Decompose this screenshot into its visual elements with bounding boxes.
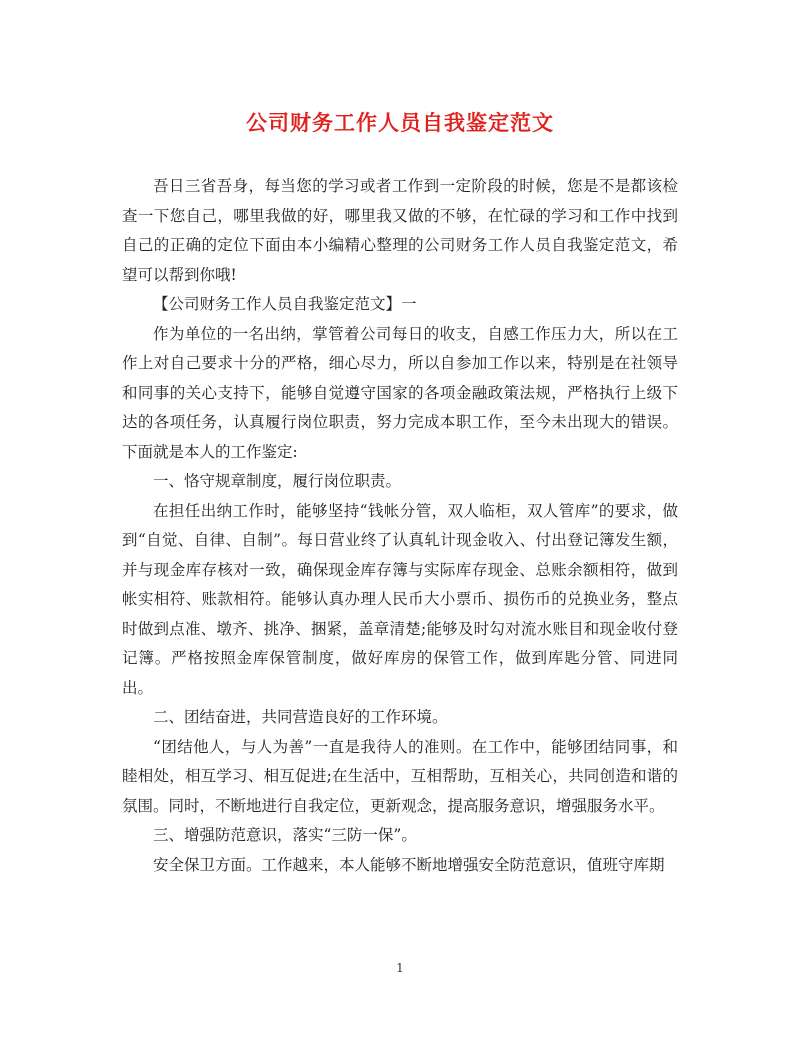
subheading-two: 二、团结奋进，共同营造良好的工作环境。 <box>153 708 448 726</box>
body-paragraph: 安全保卫方面。工作越来，本人能够不断地增强安全防范意识，值班守库期 <box>153 855 665 874</box>
body-paragraph: 作为单位的一名出纳，掌管着公司每日的收支，自感工作压力大，所以在工作上对自己要求十分的严格，细心尽力，所以自参加工作以来，特别是在社领导和同事的关心支持下，能够自觉遵守国家的各项金融政策法规，严格执行上级下达的各项任务，认真履行岗位职责，努力完成本职工作，至今未出现大的错误。下面就是本人的工作鉴定: <box>122 324 678 461</box>
page-number: 1 <box>396 961 404 975</box>
body-paragraph: 在担任出纳工作时，能够坚持“钱帐分管，双人临柜，双人管库”的要求，做到“自觉、自律、自制”。每日营业终了认真轧计现金收入、付出登记簿发生额，并与现金库存核对一致，确保现金库存簿与实际库存现金、总账余额相符，做到帐实相符、账款相符。能够认真办理人民币大小票币、损伤币的兑换业务，整点时做到点准、墩齐、挑净、捆紧，盖章清楚;能够及时勾对流水账目和现金收付登记簿。严格按照金库保管制度，做好库房的保管工作，做到库匙分管、同进同出。 <box>122 501 678 697</box>
body-paragraph: “团结他人，与人为善”一直是我待人的准则。在工作中，能够团结同事，和睦相处，相互学习、相互促进;在生活中，互相帮助，互相关心，共同创造和谐的氛围。同时，不断地进行自我定位，更新观念，提高服务意识，增强服务水平。 <box>122 737 678 815</box>
document-body <box>122 172 678 880</box>
subheading-three: 三、增强防范意识，落实“三防一保”。 <box>153 826 417 844</box>
intro-paragraph: 吾日三省吾身，每当您的学习或者工作到一定阶段的时候，您是不是都该检查一下您自己，哪里我做的好，哪里我又做的不够，在忙碌的学习和工作中找到自己的正确的定位下面由本小编精心整理的公司财务工作人员自我鉴定范文，希望可以帮到你哦! <box>122 177 678 284</box>
subheading-one: 一、恪守规章制度，履行岗位职责。 <box>153 472 402 490</box>
section-heading-one: 【公司财务工作人员自我鉴定范文】一 <box>153 295 417 313</box>
document-title: 公司财务工作人员自我鉴定范文 <box>246 110 554 135</box>
